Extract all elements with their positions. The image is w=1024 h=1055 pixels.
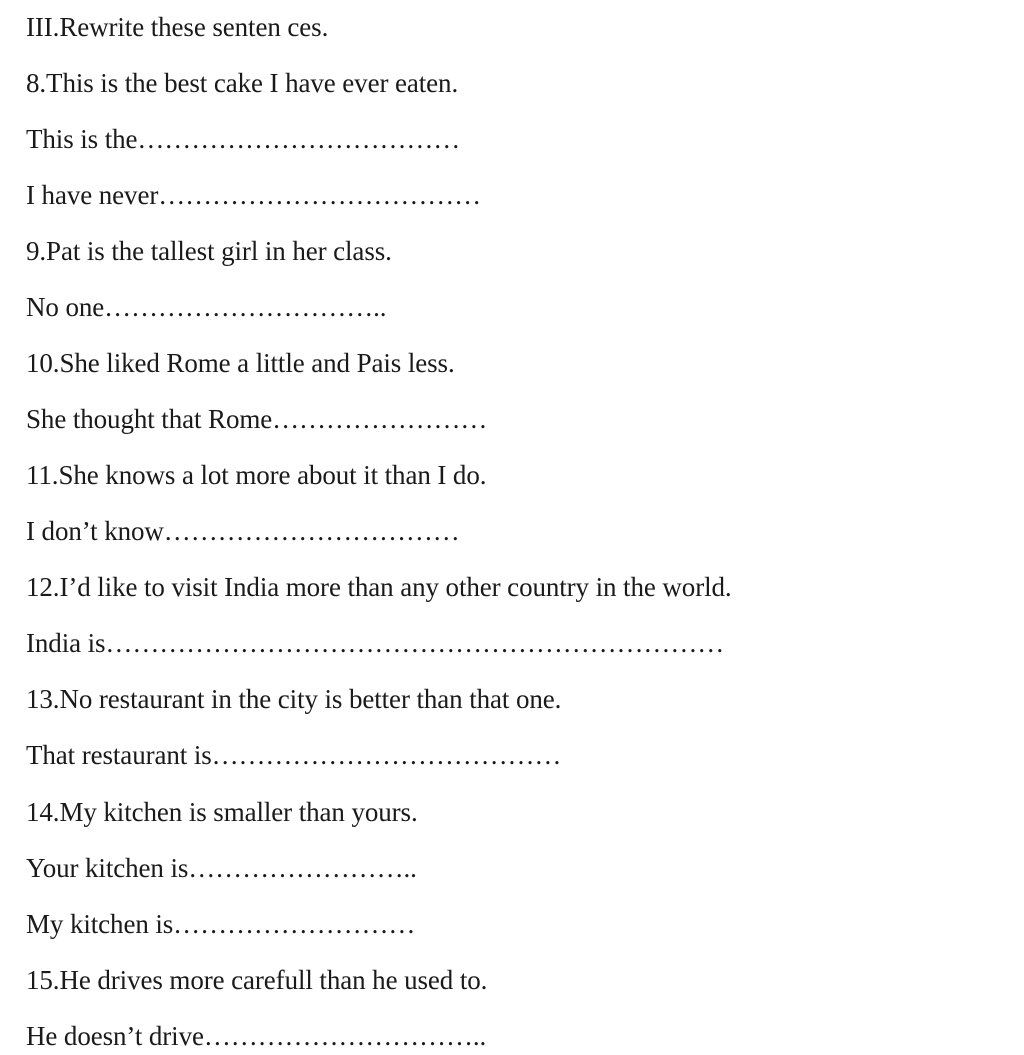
question-8: 8.This is the best cake I have ever eaten. (26, 68, 459, 98)
answer-line-14b: My kitchen is……………………… (26, 909, 416, 939)
answer-line-15: He doesn’t drive………………………….. (26, 1021, 487, 1051)
section-heading: III.Rewrite these senten ces. (26, 12, 329, 42)
answer-line-12: India is…………………………………………………………… (26, 628, 725, 658)
question-14: 14.My kitchen is smaller than yours. (26, 797, 418, 827)
answer-line-8b: I have never……………………………… (26, 180, 482, 210)
answer-line-9: No one………………………….. (26, 292, 387, 322)
question-15: 15.He drives more carefull than he used to. (26, 965, 488, 995)
question-13: 13.No restaurant in the city is better than that one. (26, 684, 562, 714)
question-9: 9.Pat is the tallest girl in her class. (26, 236, 392, 266)
answer-line-8a: This is the……………………………… (26, 124, 461, 154)
answer-line-10: She thought that Rome…………………… (26, 404, 488, 434)
question-11: 11.She knows a lot more about it than I do. (26, 460, 487, 490)
question-10: 10.She liked Rome a little and Pais less. (26, 348, 455, 378)
answer-line-14a: Your kitchen is…………………….. (26, 853, 417, 883)
answer-line-11: I don’t know…………………………… (26, 516, 460, 546)
answer-line-13: That restaurant is………………………………… (26, 740, 562, 770)
question-12: 12.I’d like to visit India more than any other country in the world. (26, 572, 732, 602)
